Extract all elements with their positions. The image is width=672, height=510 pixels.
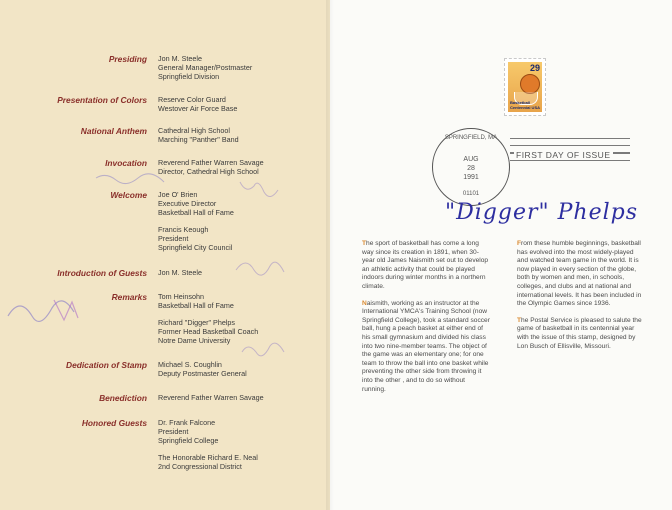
- stamp-caption: Basketball Centennial USA: [510, 100, 541, 110]
- paragraph-text: rom these humble beginnings, basketball has evolved into the most widely-played and watched team game in the world. It is now played in every section of the globe, both by women and men, in schools, colleges, and clubs and at national and international levels. It has been included in the Olympic Games since 1936.: [517, 240, 642, 308]
- participant-line: Michael S. Coughlin: [158, 360, 222, 369]
- program-role: Introduction of Guests: [57, 268, 147, 278]
- stamp-artwork: [508, 62, 542, 112]
- participant-line: Deputy Postmaster General: [158, 369, 247, 378]
- participant-line: Dr. Frank Falcone: [158, 418, 216, 427]
- paragraph-text: aismith, working as an instructor at the International YMCA's Training School (now Springfield College), took a standard soccer ball, hung a peach basket at either end of his small gymnasium and divided his class into two nine-member teams. The object of the game was an elementary one; for one team to throw the ball into one basket while preventing the other side from throwing it into the other , and to do so without running.: [362, 299, 490, 393]
- article-paragraph: [517, 317, 645, 351]
- article-column-right: [517, 240, 645, 359]
- program-role: National Anthem: [80, 126, 147, 136]
- participant-line: Reverend Father Warren Savage: [158, 158, 264, 167]
- participant-line: Westover Air Force Base: [158, 104, 238, 113]
- postmark-day: 28: [467, 165, 475, 172]
- scribble-path: [242, 343, 284, 356]
- participant-line: President: [158, 234, 189, 243]
- program-role: Remarks: [111, 292, 147, 302]
- paragraph-text: he sport of basketball has come a long way since its creation in 1891, when 30-year old James Naismith set out to develop an athletic activity that could be played indoors during winter months in a northern climate.: [362, 240, 489, 290]
- participant-line: Jon M. Steele: [158, 54, 202, 63]
- first-day-of-issue-text: FIRST DAY OF ISSUE: [516, 150, 611, 160]
- participant-line: Springfield Division: [158, 72, 220, 81]
- participant-line: Reserve Color Guard: [158, 95, 226, 104]
- stamp-value: 29: [529, 63, 540, 73]
- participant-line: Jon M. Steele: [158, 268, 202, 277]
- scribble-path: [96, 174, 164, 184]
- participant-line: Director, Cathedral High School: [158, 167, 259, 176]
- participant-line: The Honorable Richard E. Neal: [158, 453, 258, 462]
- postmark-city: SPRINGFIELD, MA: [444, 135, 498, 141]
- article-column-left: [362, 240, 490, 402]
- autograph-scribbles: [0, 0, 330, 510]
- program-role: Honored Guests: [81, 418, 147, 428]
- participant-line: 2nd Congressional District: [158, 462, 242, 471]
- participant-line: Cathedral High School: [158, 126, 230, 135]
- participant-line: President: [158, 427, 189, 436]
- scribble-path: [236, 262, 284, 275]
- scribble-path: [240, 182, 278, 197]
- postmark-month: AUG: [463, 156, 479, 163]
- basketball-icon: [520, 74, 540, 94]
- participant-line: Joe O' Brien: [158, 190, 198, 199]
- program-role: Invocation: [105, 158, 147, 168]
- paragraph-text: he Postal Service is pleased to salute the game of basketball in its centennial year with the issue of this stamp, designed by Lon Busch of Ellisville, Missouri.: [517, 316, 642, 350]
- postmark: [432, 128, 510, 206]
- drop-cap: N: [362, 299, 367, 307]
- participant-line: Richard "Digger" Phelps: [158, 318, 236, 327]
- program-role: Dedication of Stamp: [66, 360, 147, 370]
- postage-stamp: [504, 58, 546, 116]
- article-paragraph: [362, 240, 490, 292]
- participant-line: Basketball Hall of Fame: [158, 208, 234, 217]
- participant-line: General Manager/Postmaster: [158, 63, 253, 72]
- participant-line: Tom Heinsohn: [158, 292, 204, 301]
- program-role: Benediction: [99, 393, 147, 403]
- participant-line: Marching "Panther" Band: [158, 135, 239, 144]
- participant-line: Springfield City Council: [158, 243, 233, 252]
- drop-cap: T: [362, 240, 367, 247]
- article-paragraph: [362, 300, 490, 395]
- program-role: Presentation of Colors: [57, 95, 147, 105]
- article-paragraph: [517, 240, 645, 309]
- postmark-zip: 01101: [462, 191, 480, 197]
- participant-line: Reverend Father Warren Savage: [158, 393, 264, 402]
- postmark-date: [433, 155, 509, 182]
- drop-cap: F: [517, 240, 522, 247]
- drop-cap: T: [517, 316, 522, 324]
- program-role: Welcome: [110, 190, 147, 200]
- program-role: Presiding: [108, 54, 147, 64]
- digger-phelps-signature: "Digger" Phelps: [445, 200, 639, 225]
- postmark-year: 1991: [463, 174, 479, 181]
- participant-line: Executive Director: [158, 199, 217, 208]
- participant-line: Basketball Hall of Fame: [158, 301, 234, 310]
- participant-line: Notre Dame University: [158, 336, 231, 345]
- participant-line: Francis Keough: [158, 225, 209, 234]
- participant-line: Former Head Basketball Coach: [158, 327, 259, 336]
- participant-line: Springfield College: [158, 436, 219, 445]
